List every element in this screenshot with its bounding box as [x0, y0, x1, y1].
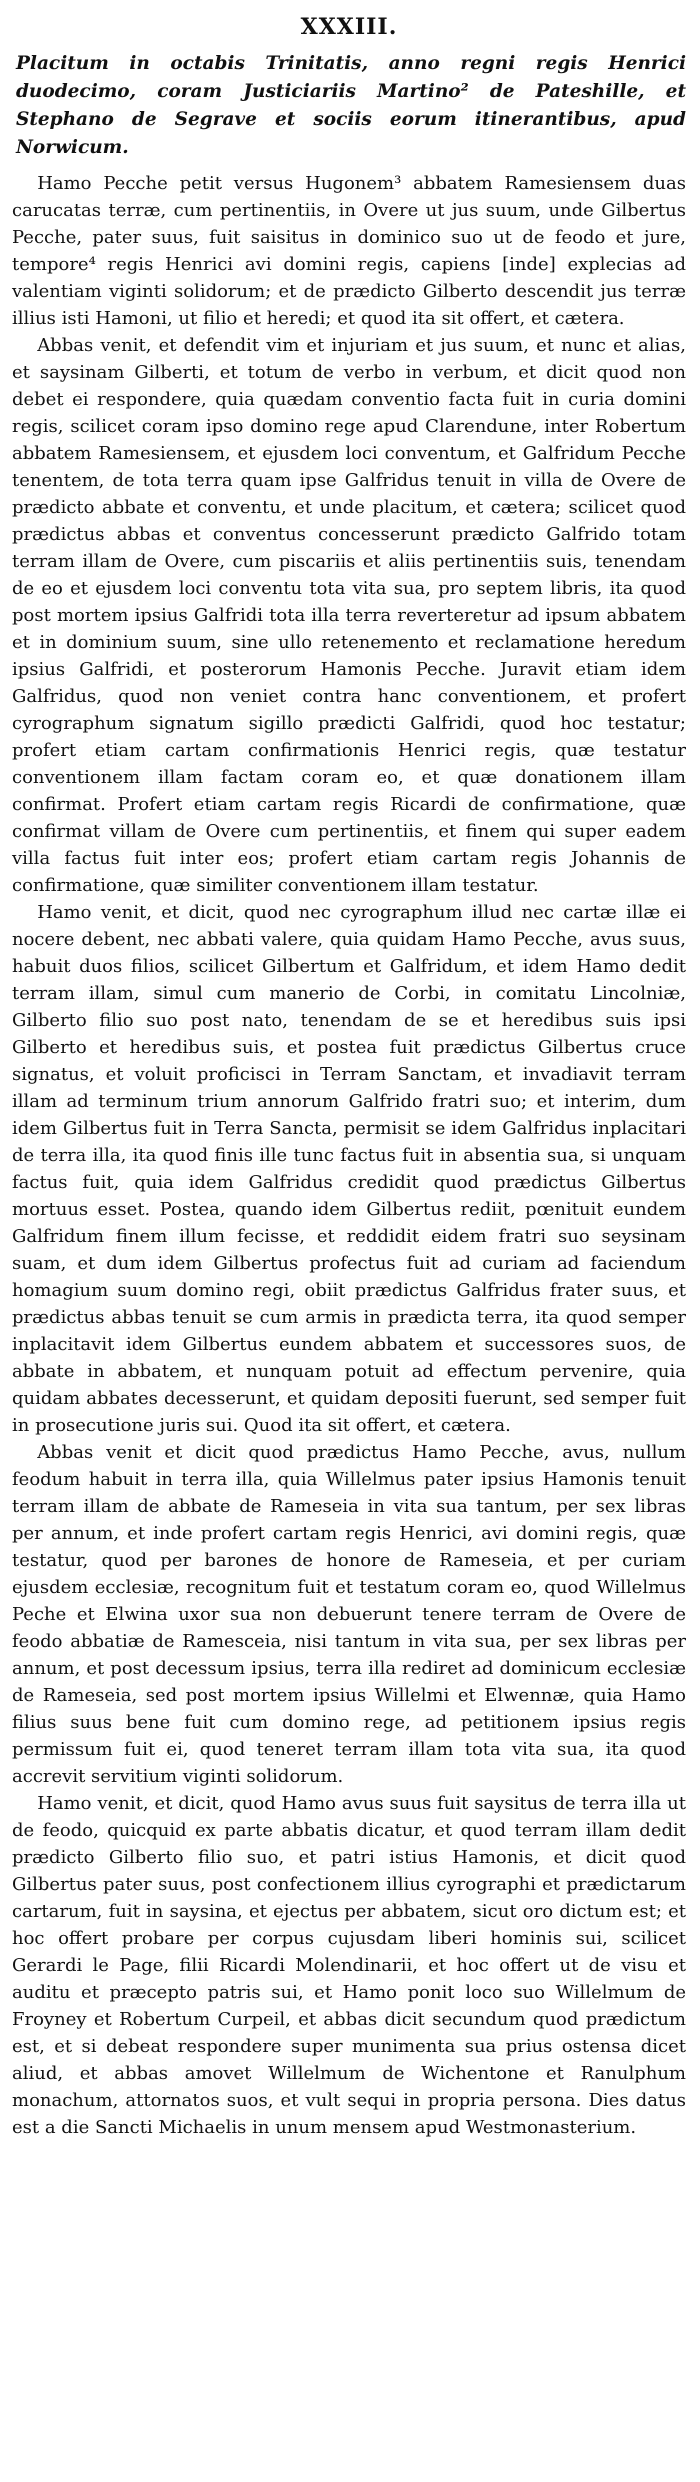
paragraph-claim: Hamo Pecche petit versus Hugonem³ abbatem Ramesiensem duas carucatas terræ, cum pertinentiis, in Overe ut jus suum, unde Gilbertus Pecche, pater suus, fuit saisitus in dominico suo ut de feodo et jure, tempore⁴ regis Henrici avi domini regis, capiens [inde] explecias ad valentiam viginti solidorum; et de prædicto Gilberto descendit jus terræ illius isti Hamoni, ut filio et heredi; et quod ita sit offert, et cætera. [12, 173, 686, 329]
paragraph-abbot-defense: Abbas venit, et defendit vim et injuriam et jus suum, et nunc et alias, et saysinam Gilberti, et totum de verbo in verbum, et dicit quod non debet ei respondere, quia quædam conventio facta fuit in curia domini regis, scilicet coram ipso domino rege apud Clarendune, inter Robertum abbatem Ramesiensem, et ejusdem loci conventum, et Galfridum Pecche tenentem, de tota terra quam ipse Galfridus tenuit in villa de Overe de prædicto abbate et conventu, et unde placitum, et cætera; scilicet quod prædictus abbas et conventus concesserunt prædicto Galfrido totam terram illam de Overe, cum piscariis et aliis pertinentiis suis, tenendam de eo et ejusdem loci conventu tota vita sua, pro septem libris, ita quod post mortem ipsius Galfridi tota illa terra reverteretur ad ipsum abbatem et in dominium suum, sine ullo retenemento et reclamatione heredum ipsius Galfridi, et posterorum Hamonis Pecche. Juravit etiam idem Galfridus, quod non veniet contra hanc conventionem, et profert cyrographum signatum sigillo prædicti Galfridi, quod hoc testatur; profert etiam cartam confirmationis Henrici regis, quæ testatur conventionem illam factam coram eo, et quæ donationem illam confirmat. Profert etiam cartam regis Ricardi de confirmatione, quæ confirmat villam de Overe cum pertinentiis, et finem qui super eadem villa factus fuit inter eos; profert etiam cartam regis Johannis de confirmatione, quæ similiter conventionem illam testatur. [12, 335, 686, 896]
paragraph-abbot-rejoinder: Abbas venit et dicit quod prædictus Hamo Pecche, avus, nullum feodum habuit in terra illa, quia Willelmus pater ipsius Hamonis tenuit terram illam de abbate de Rameseia in vita sua tantum, per sex libras per annum, et inde profert cartam regis Henrici, avi domini regis, quæ testatur, quod per barones de honore de Rameseia, et per curiam ejusdem ecclesiæ, recognitum fuit et testatum coram eo, quod Willelmus Peche et Elwina uxor sua non debuerunt tenere terram de Overe de feodo abbatiæ de Ramesceia, nisi tantum in vita sua, per sex libras per annum, et post decessum ipsius, terra illa rediret ad dominicum ecclesiæ de Rameseia, sed post mortem ipsius Willelmi et Elwennæ, quia Hamo filius suus bene fuit cum domino rege, ad petitionem ipsius regis permissum fuit ei, quod teneret terram illam tota vita sua, ita quod accrevit servitium viginti solidorum. [12, 1442, 686, 1787]
paragraph-hamo-surrejoinder: Hamo venit, et dicit, quod Hamo avus suus fuit saysitus de terra illa ut de feodo, quicquid ex parte abbatis dicatur, et quod terram illam dedit prædicto Gilberto filio suo, et patri istius Hamonis, et dicit quod Gilbertus pater suus, post confectionem illius cyrographi et prædictarum cartarum, fuit in saysina, et ejectus per abbatem, sicut oro dictum est; et hoc offert probare per corpus cujusdam liberi hominis sui, scilicet Gerardi le Page, filii Ricardi Molendinarii, et hoc offert ut de visu et auditu et præcepto patris sui, et Hamo ponit loco suo Willelmum de Froyney et Robertum Curpeil, et abbas dicit secundum quod prædictum est, et si debeat respondere super munimenta sua prius ostensa dicet aliud, et abbas amovet Willelmum de Wichentone et Ranulphum monachum, attornatos suos, et vult sequi in propria persona. Dies datus est a die Sancti Michaelis in unum mensem apud Westmonasterium. [12, 1793, 686, 2138]
section-number: XXXIII. [300, 14, 398, 40]
paragraph-hamo-reply: Hamo venit, et dicit, quod nec cyrographum illud nec cartæ illæ ei nocere debent, nec abbati valere, quia quidam Hamo Pecche, avus suus, habuit duos filios, scilicet Gilbertum et Galfridum, et idem Hamo dedit terram illam, simul cum manerio de Corbi, in comitatu Lincolniæ, Gilberto filio suo post nato, tenendam de se et heredibus suis ipsi Gilberto et heredibus suis, et postea fuit prædictus Gilbertus cruce signatus, et voluit proficisci in Terram Sanctam, et invadiavit terram illam ad terminum trium annorum Galfrido fratri suo; et interim, dum idem Gilbertus fuit in Terra Sancta, permisit se idem Galfridus inplacitari de terra illa, ita quod finis ille tunc factus fuit in absentia sua, si unquam factus fuit, quia idem Galfridus credidit quod prædictus Gilbertus mortuus esset. Postea, quando idem Gilbertus rediit, pœnituit eundem Galfridum finem illum fecisse, et reddidit eidem fratri suo seysinam suam, et dum idem Gilbertus profectus fuit ad curiam ad faciendum homagium suum domino regi, obiit prædictus Galfridus frater suus, et prædictus abbas tenuit se cum armis in prædicta terra, ita quod semper inplacitavit idem Gilbertus eundem abbatem et successores suos, de abbate in abbatem, et nunquam potuit ad effectum pervenire, quia quidam abbates decesserunt, et quidam depositi fuerunt, sed semper fuit in prosecutione juris sui. Quod ita sit offert, et cætera. [12, 902, 686, 1436]
plea-rubric: Placitum in octabis Trinitatis, anno regni regis Henrici duodecimo, coram Justiciariis Martino² de Pateshille, et Stephano de Segrave et sociis eorum itinerantibus, apud Norwicum. [16, 53, 686, 158]
